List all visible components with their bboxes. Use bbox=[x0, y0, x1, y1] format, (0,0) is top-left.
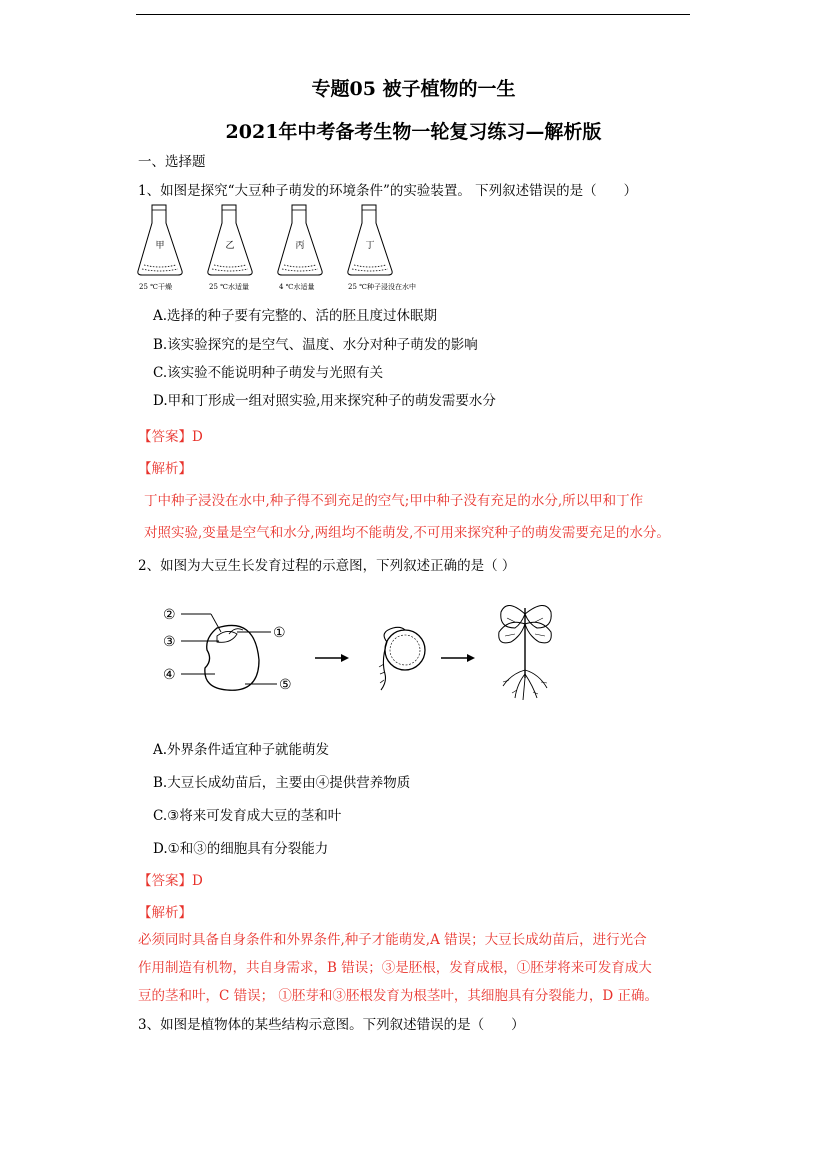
q1-analysis-label: 【解析】 bbox=[138, 461, 192, 477]
flask-caption: 25 ℃种子浸没在水中 bbox=[348, 283, 416, 291]
marker-2: ② bbox=[163, 607, 176, 623]
seedling bbox=[499, 605, 552, 700]
q2-analysis-line-1: 必须同时具备自身条件和外界条件,种子才能萌发,A 错误；大豆长成幼苗后，进行光合 bbox=[138, 932, 647, 948]
flask-label: 甲 bbox=[155, 241, 165, 251]
document-title: 专题05 被子植物的一生 bbox=[311, 78, 516, 100]
flask-label: 丁 bbox=[365, 241, 375, 251]
marker-4: ④ bbox=[163, 667, 176, 683]
flask-label: 乙 bbox=[225, 241, 235, 251]
q1-option-c: C.该实验不能说明种子萌发与光照有关 bbox=[153, 365, 384, 381]
q2-option-c: C.③将来可发育成大豆的茎和叶 bbox=[153, 808, 342, 824]
q1-stem: 1、如图是探究“大豆种子萌发的环境条件”的实验装置。 下列叙述错误的是（ ） bbox=[138, 183, 638, 199]
q2-stem: 2、如图为大豆生长发育过程的示意图，下列叙述正确的是（ ） bbox=[138, 558, 516, 574]
header-rule bbox=[136, 14, 690, 15]
q1-analysis-line-1: 丁中种子浸没在水中,种子得不到充足的空气;甲中种子没有充足的水分,所以甲和丁作 bbox=[144, 493, 644, 509]
q1-answer: 【答案】D bbox=[138, 429, 203, 445]
flask-yi bbox=[208, 205, 252, 291]
q2-answer: 【答案】D bbox=[138, 873, 203, 889]
marker-5: ⑤ bbox=[279, 677, 292, 693]
germinating-seed bbox=[379, 627, 425, 690]
q2-analysis-line-3: 豆的茎和叶，C 错误； ①胚芽和③胚根发育为根茎叶，其细胞具有分裂能力，D 正确。 bbox=[138, 988, 659, 1004]
q2-growth-figure bbox=[155, 598, 575, 703]
q1-analysis-line-2: 对照实验,变量是空气和水分,两组均不能萌发,不可用来探究种子的萌发需要充足的水分。 bbox=[144, 525, 670, 541]
arrow-icon-2 bbox=[441, 654, 475, 662]
q2-option-b: B.大豆长成幼苗后，主要由④提供营养物质 bbox=[153, 775, 411, 791]
document-subtitle: 2021年中考备考生物一轮复习练习—解析版 bbox=[225, 121, 602, 143]
q2-analysis-label: 【解析】 bbox=[138, 905, 192, 921]
q3-stem: 3、如图是植物体的某些结构示意图。下列叙述错误的是（ ） bbox=[138, 1017, 525, 1033]
q2-option-d: D.①和③的细胞具有分裂能力 bbox=[153, 841, 329, 857]
q1-option-b: B.该实验探究的是空气、温度、水分对种子萌发的影响 bbox=[153, 337, 478, 353]
flask-caption: 4 ℃水适量 bbox=[279, 283, 315, 291]
seed-diagram bbox=[163, 607, 292, 693]
q2-option-a: A.外界条件适宜种子就能萌发 bbox=[153, 742, 330, 758]
flask-label: 丙 bbox=[295, 241, 305, 251]
flask-caption: 25 ℃水适量 bbox=[209, 283, 249, 291]
q1-option-d: D.甲和丁形成一组对照实验,用来探究种子的萌发需要水分 bbox=[153, 393, 496, 409]
section-heading: 一、选择题 bbox=[138, 154, 206, 170]
marker-3: ③ bbox=[163, 634, 176, 650]
flask-caption: 25 ℃干燥 bbox=[139, 283, 172, 291]
flask-bing bbox=[278, 205, 322, 291]
flask-ding bbox=[348, 205, 416, 291]
flask-jia bbox=[138, 205, 182, 291]
q1-flask-figure bbox=[136, 203, 416, 295]
q1-option-a: A.选择的种子要有完整的、活的胚且度过休眠期 bbox=[153, 308, 438, 324]
marker-1: ① bbox=[273, 625, 286, 641]
arrow-icon-1 bbox=[315, 654, 349, 662]
q2-analysis-line-2: 作用制造有机物，共自身需求，B 错误；③是胚根，发育成根，①胚芽将来可发育成大 bbox=[138, 960, 652, 976]
